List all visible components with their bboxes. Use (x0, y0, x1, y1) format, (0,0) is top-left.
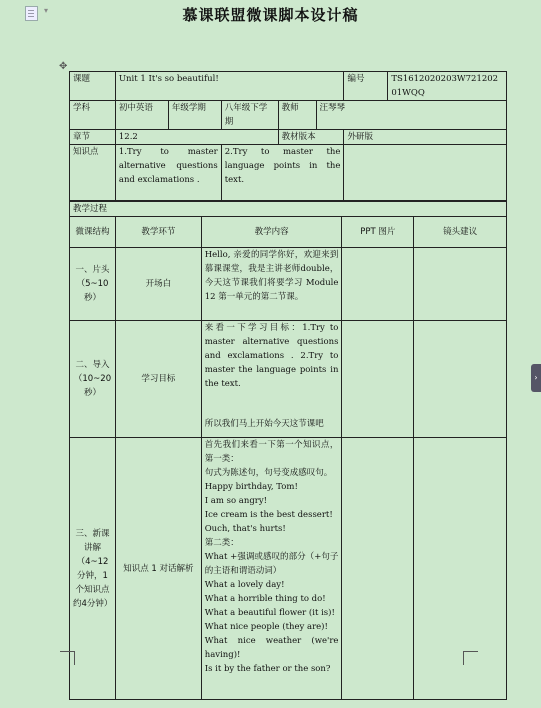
content-line: What nice weather (we're having)! (204, 636, 339, 660)
header-content: 教学内容 (201, 217, 342, 248)
content-line: 来看一下学习目标：1.Try to master alternative questions and exclamations . 2.Try to master the language points in the text. (204, 323, 339, 389)
teacher-label: 教师 (278, 101, 316, 130)
row-2-camera (414, 321, 507, 438)
row-1-content (201, 248, 342, 321)
content-line: Ice cream is the best dessert! (204, 510, 333, 520)
page-corner-mark-right (463, 651, 478, 665)
row-3-step: 知识点 1 对话解析 (115, 438, 201, 700)
row-1-step: 开场白 (115, 248, 201, 321)
header-structure: 微课结构 (70, 217, 116, 248)
content-line: What +强调或感叹的部分（+句子的主语和谓语动词） (204, 552, 339, 576)
content-line: Hello, 亲爱的同学你好，欢迎来到慕课课堂，我是主讲老师double，今天这节课我们将要学习 Module 12 第一单元的第二节课。 (204, 250, 339, 302)
code-label: 编号 (344, 72, 388, 101)
content-blank-line (205, 391, 339, 417)
edition-value: 外研版 (344, 130, 507, 145)
row-3-structure: 三、新课讲解（4~12分钟，1个知识点约4分钟） (70, 438, 116, 700)
edition-label: 教材版本 (278, 130, 344, 145)
table-move-handle-icon[interactable]: ✥ (59, 61, 68, 72)
content-line: I am so angry! (204, 496, 268, 506)
row-1-structure: 一、片头（5~10秒） (70, 248, 116, 321)
knowledge-empty (344, 145, 507, 201)
header-step: 教学环节 (115, 217, 201, 248)
chevron-down-icon[interactable]: ▾ (44, 6, 49, 15)
row-1-ppt (342, 248, 414, 321)
knowledge-point-1: 1.Try to master alternative questions and exclamations . (115, 145, 221, 201)
process-label: 教学过程 (70, 202, 507, 217)
header-ppt: PPT 图片 (342, 217, 414, 248)
row-2-ppt (342, 321, 414, 438)
knowledge-point-2: 2.Try to master the language points in the text. (221, 145, 344, 201)
row-2-step: 学习目标 (115, 321, 201, 438)
grade-value: 八年级下学期 (221, 101, 278, 130)
chapter-label: 章节 (70, 130, 116, 145)
grade-label: 年级学期 (168, 101, 221, 130)
content-line: 句式为陈述句，句号变成感叹句。 (204, 468, 333, 478)
row-3-ppt (342, 438, 414, 700)
topic-label: 课题 (70, 72, 116, 101)
header-camera: 镜头建议 (414, 217, 507, 248)
content-line: What a beautiful flower (it is)! (204, 608, 335, 618)
knowledge-label: 知识点 (70, 145, 116, 201)
content-line: Ouch, that's hurts! (204, 524, 286, 534)
content-line: Is it by the father or the son? (204, 664, 331, 674)
subject-value: 初中英语 (115, 101, 168, 130)
content-line: 第二类： (204, 538, 239, 548)
row-3-content (201, 438, 342, 700)
row-3-camera (414, 438, 507, 700)
side-panel-toggle[interactable]: › (531, 364, 541, 392)
content-line: 所以我们马上开始今天这节课吧 (204, 419, 324, 429)
content-line: What nice people (they are)! (204, 622, 328, 632)
content-line: What a lovely day! (204, 580, 285, 590)
row-2-content (201, 321, 342, 438)
row-1-camera (414, 248, 507, 321)
chapter-value: 12.2 (115, 130, 278, 145)
content-line: 首先我们来看一下第一个知识点，第一类： (204, 440, 339, 464)
code-value: TS1612020203W72120201WQQ (388, 72, 507, 101)
info-table (69, 71, 507, 201)
content-line: Happy birthday, Tom! (204, 482, 298, 492)
content-line: What a horrible thing to do! (204, 594, 326, 604)
subject-label: 学科 (70, 101, 116, 130)
topic-value: Unit 1 It's so beautiful! (115, 72, 344, 101)
teacher-value: 汪琴琴 (316, 101, 506, 130)
page-corner-mark-left (60, 651, 75, 665)
process-table (69, 201, 507, 700)
page-title: 慕课联盟微课脚本设计稿 (182, 6, 359, 24)
row-2-structure: 二、导入（10~20秒） (70, 321, 116, 438)
